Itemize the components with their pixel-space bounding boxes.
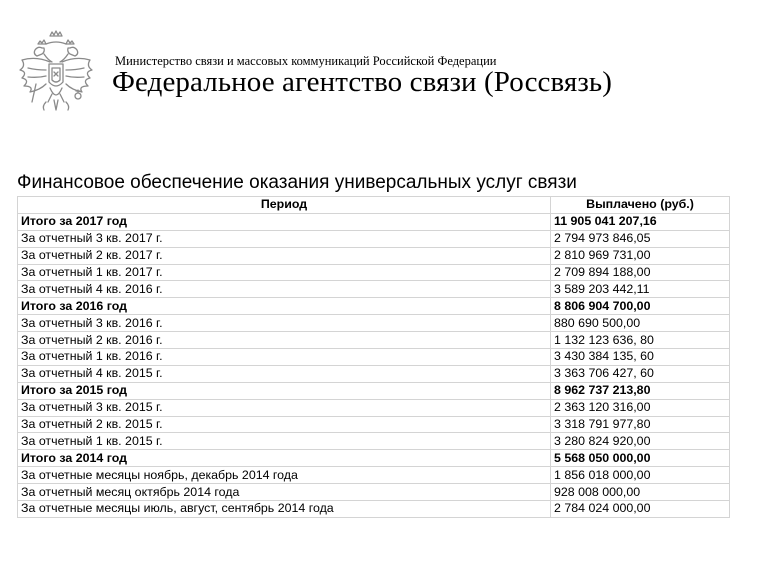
- period-cell: За отчетный 4 кв. 2016 г.: [18, 281, 551, 298]
- table-row: [18, 349, 730, 366]
- table-row: [18, 501, 730, 518]
- table-header-row: [18, 197, 730, 214]
- period-cell: За отчетный 1 кв. 2015 г.: [18, 433, 551, 450]
- amount-cell: 2 709 894 188,00: [551, 264, 730, 281]
- table-row: [18, 433, 730, 450]
- amount-cell: 1 132 123 636, 80: [551, 332, 730, 349]
- period-cell: За отчетный 2 кв. 2015 г.: [18, 416, 551, 433]
- table-row: [18, 247, 730, 264]
- table-row: [18, 399, 730, 416]
- period-cell: За отчетный 2 кв. 2017 г.: [18, 247, 551, 264]
- table-row: [18, 332, 730, 349]
- amount-cell: 2 784 024 000,00: [551, 501, 730, 518]
- period-cell: За отчетный 3 кв. 2015 г.: [18, 399, 551, 416]
- amount-cell: 3 280 824 920,00: [551, 433, 730, 450]
- amount-cell: 2 794 973 846,05: [551, 230, 730, 247]
- period-cell: Итого за 2017 год: [18, 213, 551, 230]
- table-row: [18, 365, 730, 382]
- amount-cell: 2 363 120 316,00: [551, 399, 730, 416]
- amount-cell: 11 905 041 207,16: [551, 213, 730, 230]
- amount-cell: 3 318 791 977,80: [551, 416, 730, 433]
- table-row: [18, 264, 730, 281]
- amount-cell: 3 363 706 427, 60: [551, 365, 730, 382]
- amount-cell: 3 430 384 135, 60: [551, 349, 730, 366]
- period-cell: Итого за 2016 год: [18, 298, 551, 315]
- period-cell: За отчетный месяц октябрь 2014 года: [18, 484, 551, 501]
- payments-table: [17, 196, 730, 518]
- period-cell: За отчетный 3 кв. 2017 г.: [18, 230, 551, 247]
- ministry-name: Министерство связи и массовых коммуникаций Российской Федерации: [115, 54, 497, 68]
- table-row-total: [18, 298, 730, 315]
- table-row: [18, 467, 730, 484]
- document-title: Финансовое обеспечение оказания универсальных услуг связи: [17, 172, 577, 193]
- period-cell: За отчетный 1 кв. 2017 г.: [18, 264, 551, 281]
- period-cell: За отчетный 4 кв. 2015 г.: [18, 365, 551, 382]
- agency-name: Федеральное агентство связи (Россвязь): [112, 66, 612, 98]
- column-header-amount: Выплачено (руб.): [551, 197, 730, 214]
- period-cell: Итого за 2015 год: [18, 382, 551, 399]
- table-row-total: [18, 213, 730, 230]
- table-row-total: [18, 450, 730, 467]
- table-row: [18, 230, 730, 247]
- period-cell: За отчетные месяцы июль, август, сентябрь 2014 года: [18, 501, 551, 518]
- double-headed-eagle-emblem-icon: [16, 30, 96, 126]
- amount-cell: 2 810 969 731,00: [551, 247, 730, 264]
- amount-cell: 8 806 904 700,00: [551, 298, 730, 315]
- amount-cell: 8 962 737 213,80: [551, 382, 730, 399]
- table-row: [18, 416, 730, 433]
- period-cell: За отчетный 1 кв. 2016 г.: [18, 349, 551, 366]
- table-row: [18, 281, 730, 298]
- table-row: [18, 315, 730, 332]
- amount-cell: 1 856 018 000,00: [551, 467, 730, 484]
- amount-cell: 880 690 500,00: [551, 315, 730, 332]
- amount-cell: 5 568 050 000,00: [551, 450, 730, 467]
- amount-cell: 928 008 000,00: [551, 484, 730, 501]
- period-cell: За отчетные месяцы ноябрь, декабрь 2014 года: [18, 467, 551, 484]
- table-row: [18, 484, 730, 501]
- column-header-period: Период: [18, 197, 551, 214]
- table-row-total: [18, 382, 730, 399]
- period-cell: Итого за 2014 год: [18, 450, 551, 467]
- amount-cell: 3 589 203 442,11: [551, 281, 730, 298]
- period-cell: За отчетный 2 кв. 2016 г.: [18, 332, 551, 349]
- period-cell: За отчетный 3 кв. 2016 г.: [18, 315, 551, 332]
